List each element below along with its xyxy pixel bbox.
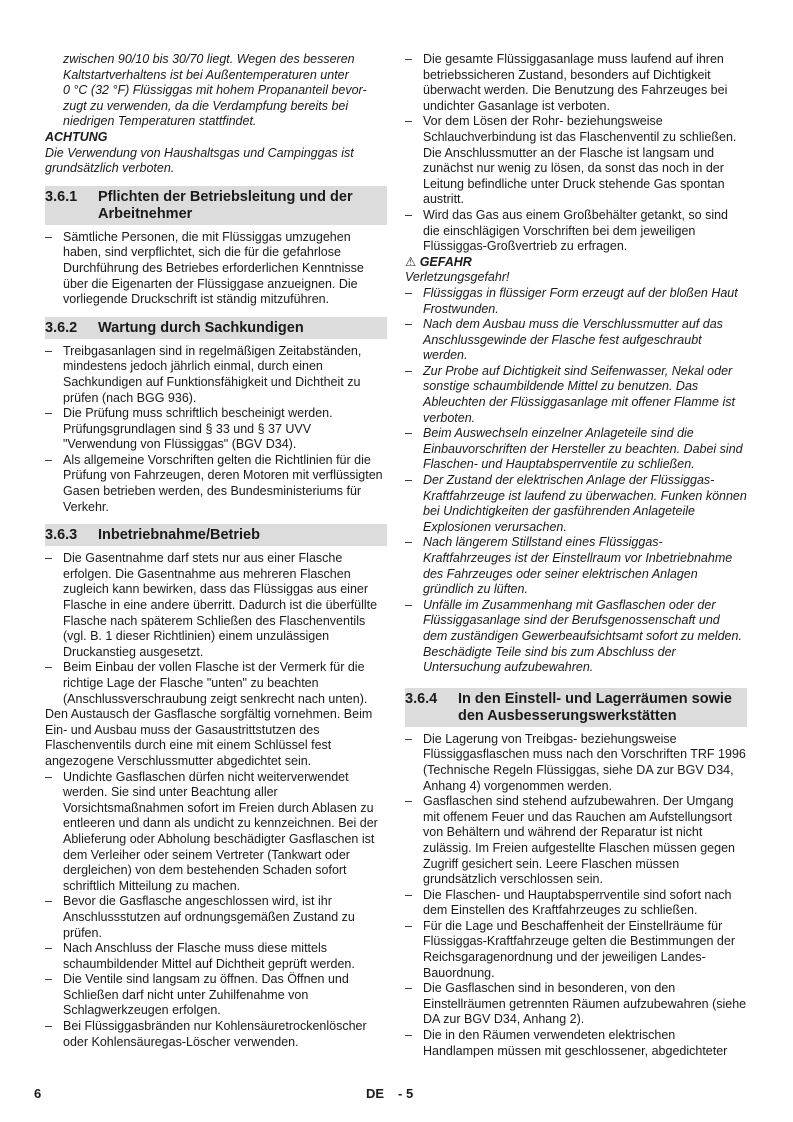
section-number: 3.6.3 [45,527,78,544]
body-paragraph: Den Austausch der Gasflasche sorgfältig vornehmen. Beim Ein- und Ausbau muss der Gasaustrittstutzen des Flaschenventils durch eine mit einem Schlüssel fest angezogene Verschlussmutter abgedichtet sein. [45,707,373,768]
section-number: 3.6.1 [45,188,78,205]
section-heading-3-6-1 [45,186,387,225]
list-item: – Für die Lage und Beschaffenheit der Einstellräume für Flüssiggas-Kraftfahrzeuge gelten die Bestimmungen der Reichsgaragenordnung und der jeweiligen Landes-Bauordnung. [405,918,735,980]
list-item: – Als allgemeine Vorschriften gelten die Richtlinien für die Prüfung von Fahrzeugen, deren Motoren mit verflüssigten Gasen betrieben werden, des Bundesministeriums für Verkehr. [45,452,383,514]
list-item: – Vor dem Lösen der Rohr- beziehungsweise Schlauchverbindung ist das Flaschenventil zu schließen. Die Anschlussmutter an der Flasche ist langsam und zunächst nur wenig zu lösen, da sonst das noch in der Leitung befindliche unter Druck stehende Gas spontan austritt. [405,114,737,207]
text-line: Kaltstartverhaltens ist bei Außentemperaturen unter [63,67,349,82]
list-item: – Nach dem Ausbau muss die Verschlussmutter auf das Anschlussgewinde der Flasche fest aufgeschraubt werden. [405,317,723,363]
list-item: – Flüssiggas in flüssiger Form erzeugt auf der bloßen Haut Frostwunden. [405,285,738,316]
list-item: – Nach Anschluss der Flasche muss diese mittels schaumbildender Mittel auf Dichtheit geprüft werden. [45,941,355,971]
list-item: – Die in den Räumen verwendeten elektrischen Handlampen müssen mit geschlossener, abgedichteter [405,1028,728,1058]
list-item: – Gasflaschen sind stehend aufzubewahren. Der Umgang mit offenem Feuer und das Rauchen am Aufstellungsort von Behältern und während der Reparatur ist nicht zulässig. Im Freien aufgestellte Flaschen müssen gegen Zugriff gesichert sein. Leere Flaschen müssen grundsätzlich verschlossen sein. [405,794,735,887]
warning-triangle-icon: ⚠ [405,254,417,269]
achtung-title: ACHTUNG [45,129,108,144]
list-item: – Der Zustand der elektrischen Anlage der Flüssiggas-Kraftfahrzeuge ist laufend zu überwachen. Funken können bei Undichtigkeiten der gasführenden Anlageteile Explosionen verursachen. [405,473,747,534]
section-title: Inbetriebnahme/Betrieb [98,527,260,544]
section-number: 3.6.2 [45,319,78,336]
section-title: Wartung durch Sachkundigen [98,319,304,336]
text-line: 0 °C (32 °F) Flüssiggas mit hohem Propananteil bevor- [63,83,367,98]
list-item: – Bei Flüssiggasbränden nur Kohlensäuretrockenlöscher oder Kohlensäuregas-Löscher verwenden. [45,1019,367,1049]
language-code: DE [366,1086,385,1101]
list-item: – Beim Einbau der vollen Flasche ist der Vermerk für die richtige Lage der Flasche "unten" zu beachten (Anschlussverschraubung zeigt senkrecht nach unten). [45,660,368,706]
list-item: – Die Gasflaschen sind in besonderen, von den Einstellräumen getrennten Räumen aufzubewahren (siehe DA zur BGV D34, Anhang 2). [405,981,747,1027]
section-title: Pflichten der Betriebsleitung und der Arbeitnehmer [98,188,353,222]
section-title: In den Einstell- und Lagerräumen sowie den Ausbesserungswerkstätten [458,690,732,724]
gefahr-subtitle: Verletzungsgefahr! [405,270,510,285]
list-item: – Nach längerem Stillstand eines Flüssiggas-Kraftfahrzeuges ist der Einstellraum vor Inbetriebnahme des Fahrzeuges oder seiner elektrischen Anlagen gründlich zu lüften. [405,535,733,597]
list-item: – Die Ventile sind langsam zu öffnen. Das Öffnen und Schließen darf nicht unter Zuhilfenahme von Schlagwerkzeugen erfolgen. [45,972,349,1018]
text-line: zugt zu verwenden, da die Verdampfung bereits bei [63,98,349,113]
right-column [405,52,747,1059]
list-item: – Wird das Gas aus einem Großbehälter getankt, so sind die einschlägigen Vorschriften bei dem jeweiligen Flüssiggas-Großvertrieb zu erfragen. [405,207,729,254]
text-line: zwischen 90/10 bis 30/70 liegt. Wegen des besseren [63,52,355,66]
list-item: – Die Prüfung muss schriftlich bescheinigt werden. Prüfungsgrundlagen sind § 33 und § 37 UVV "Verwendung von Flüssiggas" (BGV D34). [45,406,333,452]
list-item: – Unfälle im Zusammenhang mit Gasflaschen oder der Flüssiggasanlage sind der Berufsgenossenschaft und dem zuständigen Gewerbeaufsichtsamt sofort zu melden. Beschädigte Teile sind bis zum Abschluss der Untersuchung aufzubewahren. [405,597,742,675]
section-heading-3-6-4 [405,688,747,727]
left-column [45,52,387,1050]
page-number-right: - 5 [398,1086,414,1101]
section-heading-3-6-2 [45,317,387,339]
achtung-text: Die Verwendung von Haushaltsgas und Campinggas ist grundsätzlich verboten. [45,145,354,176]
list-item: – Beim Auswechseln einzelner Anlageteile sind die Einbauvorschriften der Hersteller zu beachten. Dabei sind Flaschen- und Hauptabsperrventile zu schließen. [405,426,743,472]
section-heading-3-6-3 [45,524,387,546]
page-number-left: 6 [34,1086,42,1101]
list-item: – Treibgasanlagen sind in regelmäßigen Zeitabständen, mindestens jedoch jährlich einmal, durch einen Sachkundigen auf Funktionsfähigkeit und Dichtheit zu prüfen (nach BGG 936). [45,343,362,405]
list-item: – Die Flaschen- und Hauptabsperrventile sind sofort nach dem Einstellen des Kraftfahrzeuges zu schließen. [405,887,732,918]
gefahr-title: ⚠ GEFAHR [405,254,472,269]
intro-paragraph [45,52,387,130]
list-item: – Die gesamte Flüssiggasanlage muss laufend auf ihren betriebssicheren Zustand, besonders auf Dichtigkeit überwacht werden. Die Benutzung des Fahrzeuges bei undichter Gasanlage ist verboten. [405,52,728,113]
list-item: – Zur Probe auf Dichtigkeit sind Seifenwasser, Nekal oder sonstige schaumbildende Mittel zu benutzen. Das Ableuchten der Flüssiggasanlage mit offener Flamme ist verboten. [405,363,735,425]
list-item: – Sämtliche Personen, die mit Flüssiggas umzugehen haben, sind verpflichtet, sich die für die gefahrlose Durchführung des Betriebes erforderlichen Kenntnisse über die Eigenarten der Flüssiggase anzueignen. Die vorliegende Druckschrift ist ständig mitzuführen. [45,229,364,307]
section-number: 3.6.4 [405,690,438,707]
list-item: – Die Gasentnahme darf stets nur aus einer Flasche erfolgen. Die Gasentnahme aus mehreren Flaschen zugleich kann bewirken, dass das Flüssiggas aus einer Flasche in eine andere überritt. Dadurch ist die überfüllte Flasche nach späterem Schließen des Flaschenventils (vgl. B. 1 dieser Richtlinien) einem unzulässigen Druckanstieg ausgesetzt. [45,551,378,659]
text-line: niedrigen Temperaturen stattfindet. [63,114,257,129]
list-item: – Die Lagerung von Treibgas- beziehungsweise Flüssiggasflaschen muss nach den Vorschriften TRF 1996 (Technische Regeln Flüssiggas, siehe DA zur BGV D34, Anhang 4) vorgenommen werden. [405,731,746,793]
list-item: – Undichte Gasflaschen dürfen nicht weiterverwendet werden. Sie sind unter Beachtung aller Vorsichtsmaßnahmen sofort im Freien durch Ablasen zu entleeren und dann als undicht zu kennzeichnen. Bei der Ablieferung oder Abholung beschädigter Gasflaschen ist dem Verleiher oder seinem Vertreter (Tankwart oder dergleichen) von dem bestehenden Schaden sofort schriftlich Mitteilung zu machen. [45,769,378,893]
list-item: – Bevor die Gasflasche angeschlossen wird, ist ihr Anschlussstutzen auf ordnungsgemäßen Zustand zu prüfen. [45,894,355,940]
